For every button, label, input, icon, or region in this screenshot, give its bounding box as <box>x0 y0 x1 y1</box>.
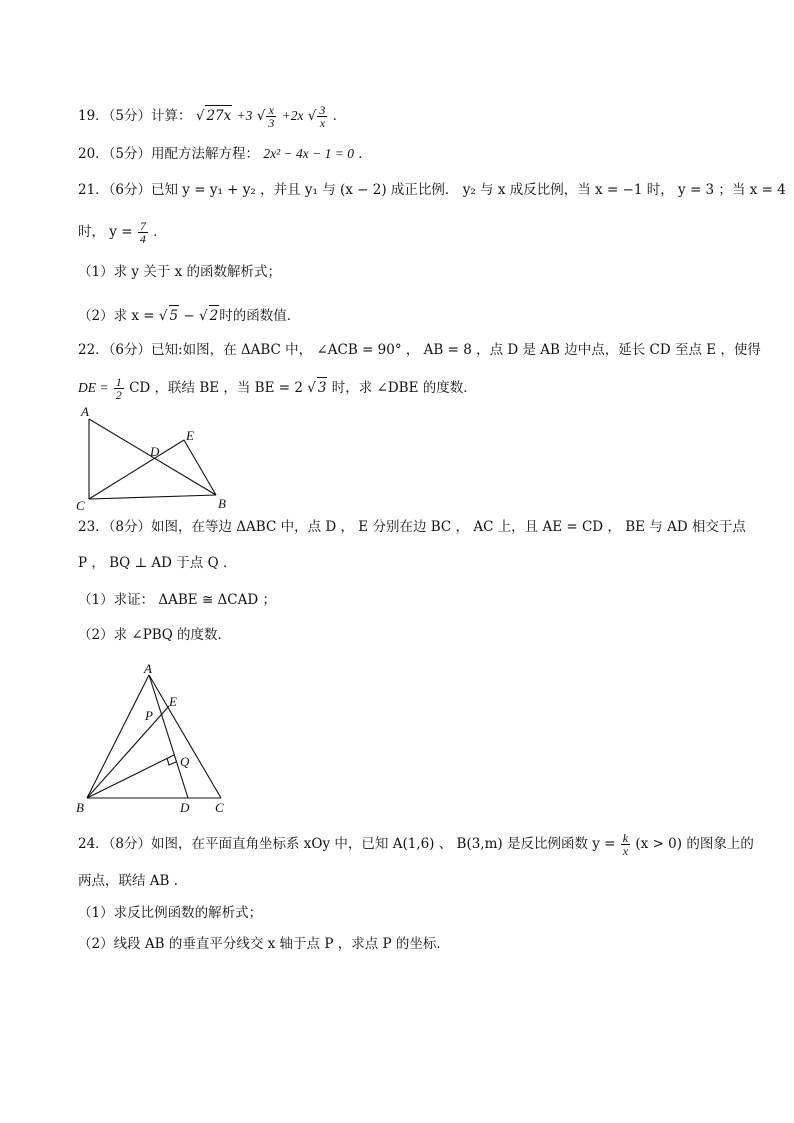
segment-CE <box>89 440 184 499</box>
label-E: E <box>169 694 177 709</box>
label-D: D <box>150 444 160 459</box>
question-20 <box>78 144 372 164</box>
sqrt-symbol: √ <box>195 108 205 124</box>
question-24-sub1: （1）求反比例函数的解析式； <box>78 905 263 921</box>
q21-sub2-text: （2）求 x = <box>78 308 155 324</box>
q22-frac: $\frac{1}{2}$ <box>115 375 122 402</box>
q21-end: ． <box>153 224 167 240</box>
q20-label: 20．（5分）用配方法解方程： <box>78 146 260 162</box>
question-23-sub1: （1）求证： ΔABE ≅ ΔCAD ； <box>78 592 276 608</box>
question-24-line1 <box>78 832 754 857</box>
sqrt-symbol: √ <box>199 308 208 324</box>
right-angle-mark <box>167 758 176 765</box>
label-Q: Q <box>180 754 190 769</box>
q19-frac1: $\frac{x}{3}$ <box>268 103 275 130</box>
q20-end: ． <box>358 146 372 162</box>
question-21-line1: 21．（6分）已知 y = y₁ + y₂ ，并且 y₁ 与 (x − 2) 成正比例． y₂ 与 x 成反比例，当 x = −1 时， y = 3 ；当 x = 4 <box>78 182 786 198</box>
figure-q23 <box>70 660 250 820</box>
sqrt-symbol: √ <box>307 380 316 396</box>
label-B: B <box>76 800 84 815</box>
segment-AB <box>87 675 149 798</box>
question-22-line2 <box>78 376 477 401</box>
question-23-line2: P ， BQ ⊥ AD 于点 Q ． <box>78 555 237 571</box>
q19-coef: +3 <box>236 108 253 123</box>
sqrt-symbol: √ <box>307 108 317 124</box>
q19-end: ． <box>332 108 347 124</box>
question-23-sub2: （2）求 ∠PBQ 的度数． <box>78 627 232 643</box>
q21-minus: − <box>179 308 195 324</box>
q21-text: 时， y = <box>78 224 133 240</box>
label-A: A <box>81 404 89 419</box>
q24-text: 24．（8分）如图，在平面直角坐标系 xOy 中，已知 A(1,6) 、 B(3,m) 是反比例函数 y = <box>78 836 616 852</box>
question-21-sub1: （1）求 y 关于 x 的函数解析式； <box>78 264 281 280</box>
sqrt-symbol: √ <box>256 108 266 124</box>
question-19 <box>78 104 346 129</box>
q22-radicand: 3 <box>317 377 328 398</box>
q22-text2: CD ，联结 BE ，当 BE = 2 <box>129 380 303 396</box>
label-D: D <box>180 800 190 815</box>
q21-radicand1: 5 <box>169 305 180 326</box>
segment-BE <box>87 706 169 798</box>
question-21-line2 <box>78 220 167 245</box>
segment-EB <box>184 440 216 495</box>
label-P: P <box>145 708 153 723</box>
label-E: E <box>186 428 194 443</box>
segment-CB <box>89 495 216 499</box>
label-C: C <box>76 498 85 512</box>
question-24-line2: 两点，联结 AB ． <box>78 873 188 889</box>
q20-equation: 2x² − 4x − 1 = 0 <box>263 146 354 161</box>
question-22-line1: 22．（6分）已知:如图，在 ΔABC 中， ∠ACB = 90° ， AB = 8 ，点 D 是 AB 边中点，延长 CD 至点 E ，使得 <box>78 342 761 358</box>
q19-label: 19．（5分）计算： <box>78 108 192 124</box>
q21-sub2-end: 时的函数值． <box>219 308 301 324</box>
label-C: C <box>215 800 224 815</box>
q21-radicand2: 2 <box>209 305 220 326</box>
q19-radicand: 27x <box>205 105 232 126</box>
question-23-line1: 23．（8分）如图，在等边 ΔABC 中，点 D ， E 分别在边 BC ， AC 上，且 AE = CD ， BE 与 AD 相交于点 <box>78 519 746 535</box>
question-21-sub2 <box>78 305 300 326</box>
q22-text: DE = <box>78 380 109 395</box>
q19-frac2: $\frac{3}{x}$ <box>319 103 326 130</box>
label-B: B <box>218 496 226 511</box>
figure-q22 <box>70 402 240 512</box>
label-A: A <box>144 661 152 676</box>
segment-BQ <box>87 755 174 798</box>
q24-text2: (x > 0) 的图象上的 <box>635 836 754 852</box>
q19-coef2: +2x <box>281 108 304 123</box>
sqrt-symbol: √ <box>158 308 168 324</box>
q21-frac: $\frac{7}{4}$ <box>139 219 146 246</box>
q22-text3: 时，求 ∠DBE 的度数． <box>331 380 477 396</box>
question-24-sub2: （2）线段 AB 的垂直平分线交 x 轴于点 P ，求点 P 的坐标． <box>78 936 450 952</box>
segment-AC <box>149 675 221 798</box>
q24-frac: $\frac{k}{x}$ <box>622 831 629 858</box>
